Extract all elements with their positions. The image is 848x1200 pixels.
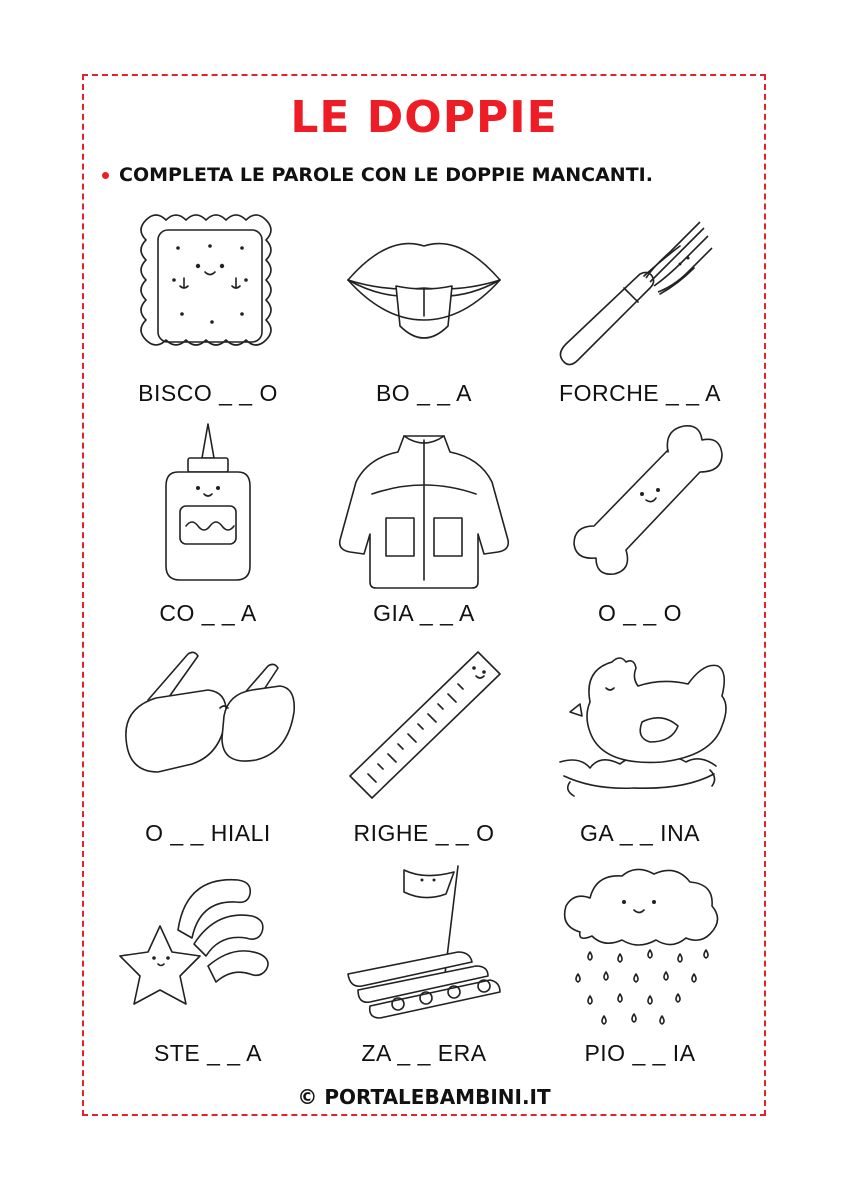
word-gallina: GA _ _ INA bbox=[579, 820, 701, 846]
fork-icon bbox=[550, 202, 730, 372]
word-biscotto: BISCO _ _ O bbox=[138, 380, 278, 406]
word-forchetta: FORCHE _ _ A bbox=[559, 380, 721, 406]
exercise-item bbox=[532, 198, 748, 418]
shooting-star-icon bbox=[118, 862, 298, 1032]
exercise-item bbox=[100, 418, 316, 638]
rain-cloud-icon bbox=[550, 862, 730, 1032]
bone-icon bbox=[550, 422, 730, 592]
word-colla: CO _ _ A bbox=[159, 600, 257, 626]
biscuit-icon bbox=[118, 202, 298, 372]
glue-bottle-icon bbox=[118, 422, 298, 592]
word-bocca: BO _ _ A bbox=[375, 380, 473, 406]
glasses-icon bbox=[118, 642, 298, 812]
exercise-item bbox=[316, 638, 532, 858]
jacket-icon bbox=[334, 422, 514, 592]
word-zattera: ZA _ _ ERA bbox=[361, 1040, 487, 1066]
exercise-item bbox=[100, 198, 316, 418]
exercise-grid bbox=[100, 198, 748, 1078]
word-osso: O _ _ O bbox=[597, 600, 683, 626]
bullet-icon bbox=[102, 172, 109, 179]
exercise-item bbox=[316, 858, 532, 1078]
mouth-tongue-icon bbox=[334, 202, 514, 372]
word-stella: STE _ _ A bbox=[153, 1040, 263, 1066]
word-occhiali: O _ _ HIALI bbox=[145, 820, 271, 846]
exercise-item bbox=[532, 418, 748, 638]
exercise-item bbox=[316, 198, 532, 418]
instruction-text: COMPLETA LE PAROLE CON LE DOPPIE MANCANTI. bbox=[119, 164, 653, 186]
footer-credit: © PORTALEBAMBINI.IT bbox=[297, 1085, 551, 1109]
exercise-item bbox=[100, 858, 316, 1078]
exercise-item bbox=[316, 418, 532, 638]
exercise-item bbox=[100, 638, 316, 858]
word-pioggia: PIO _ _ IA bbox=[584, 1040, 696, 1066]
exercise-item bbox=[532, 858, 748, 1078]
hen-icon bbox=[550, 642, 730, 812]
word-giacca: GIA _ _ A bbox=[373, 600, 475, 626]
page-title: LE DOPPIE bbox=[290, 92, 558, 143]
raft-icon bbox=[334, 862, 514, 1032]
instruction bbox=[102, 164, 653, 186]
word-righello: RIGHE _ _ O bbox=[353, 820, 495, 846]
exercise-item bbox=[532, 638, 748, 858]
ruler-icon bbox=[334, 642, 514, 812]
